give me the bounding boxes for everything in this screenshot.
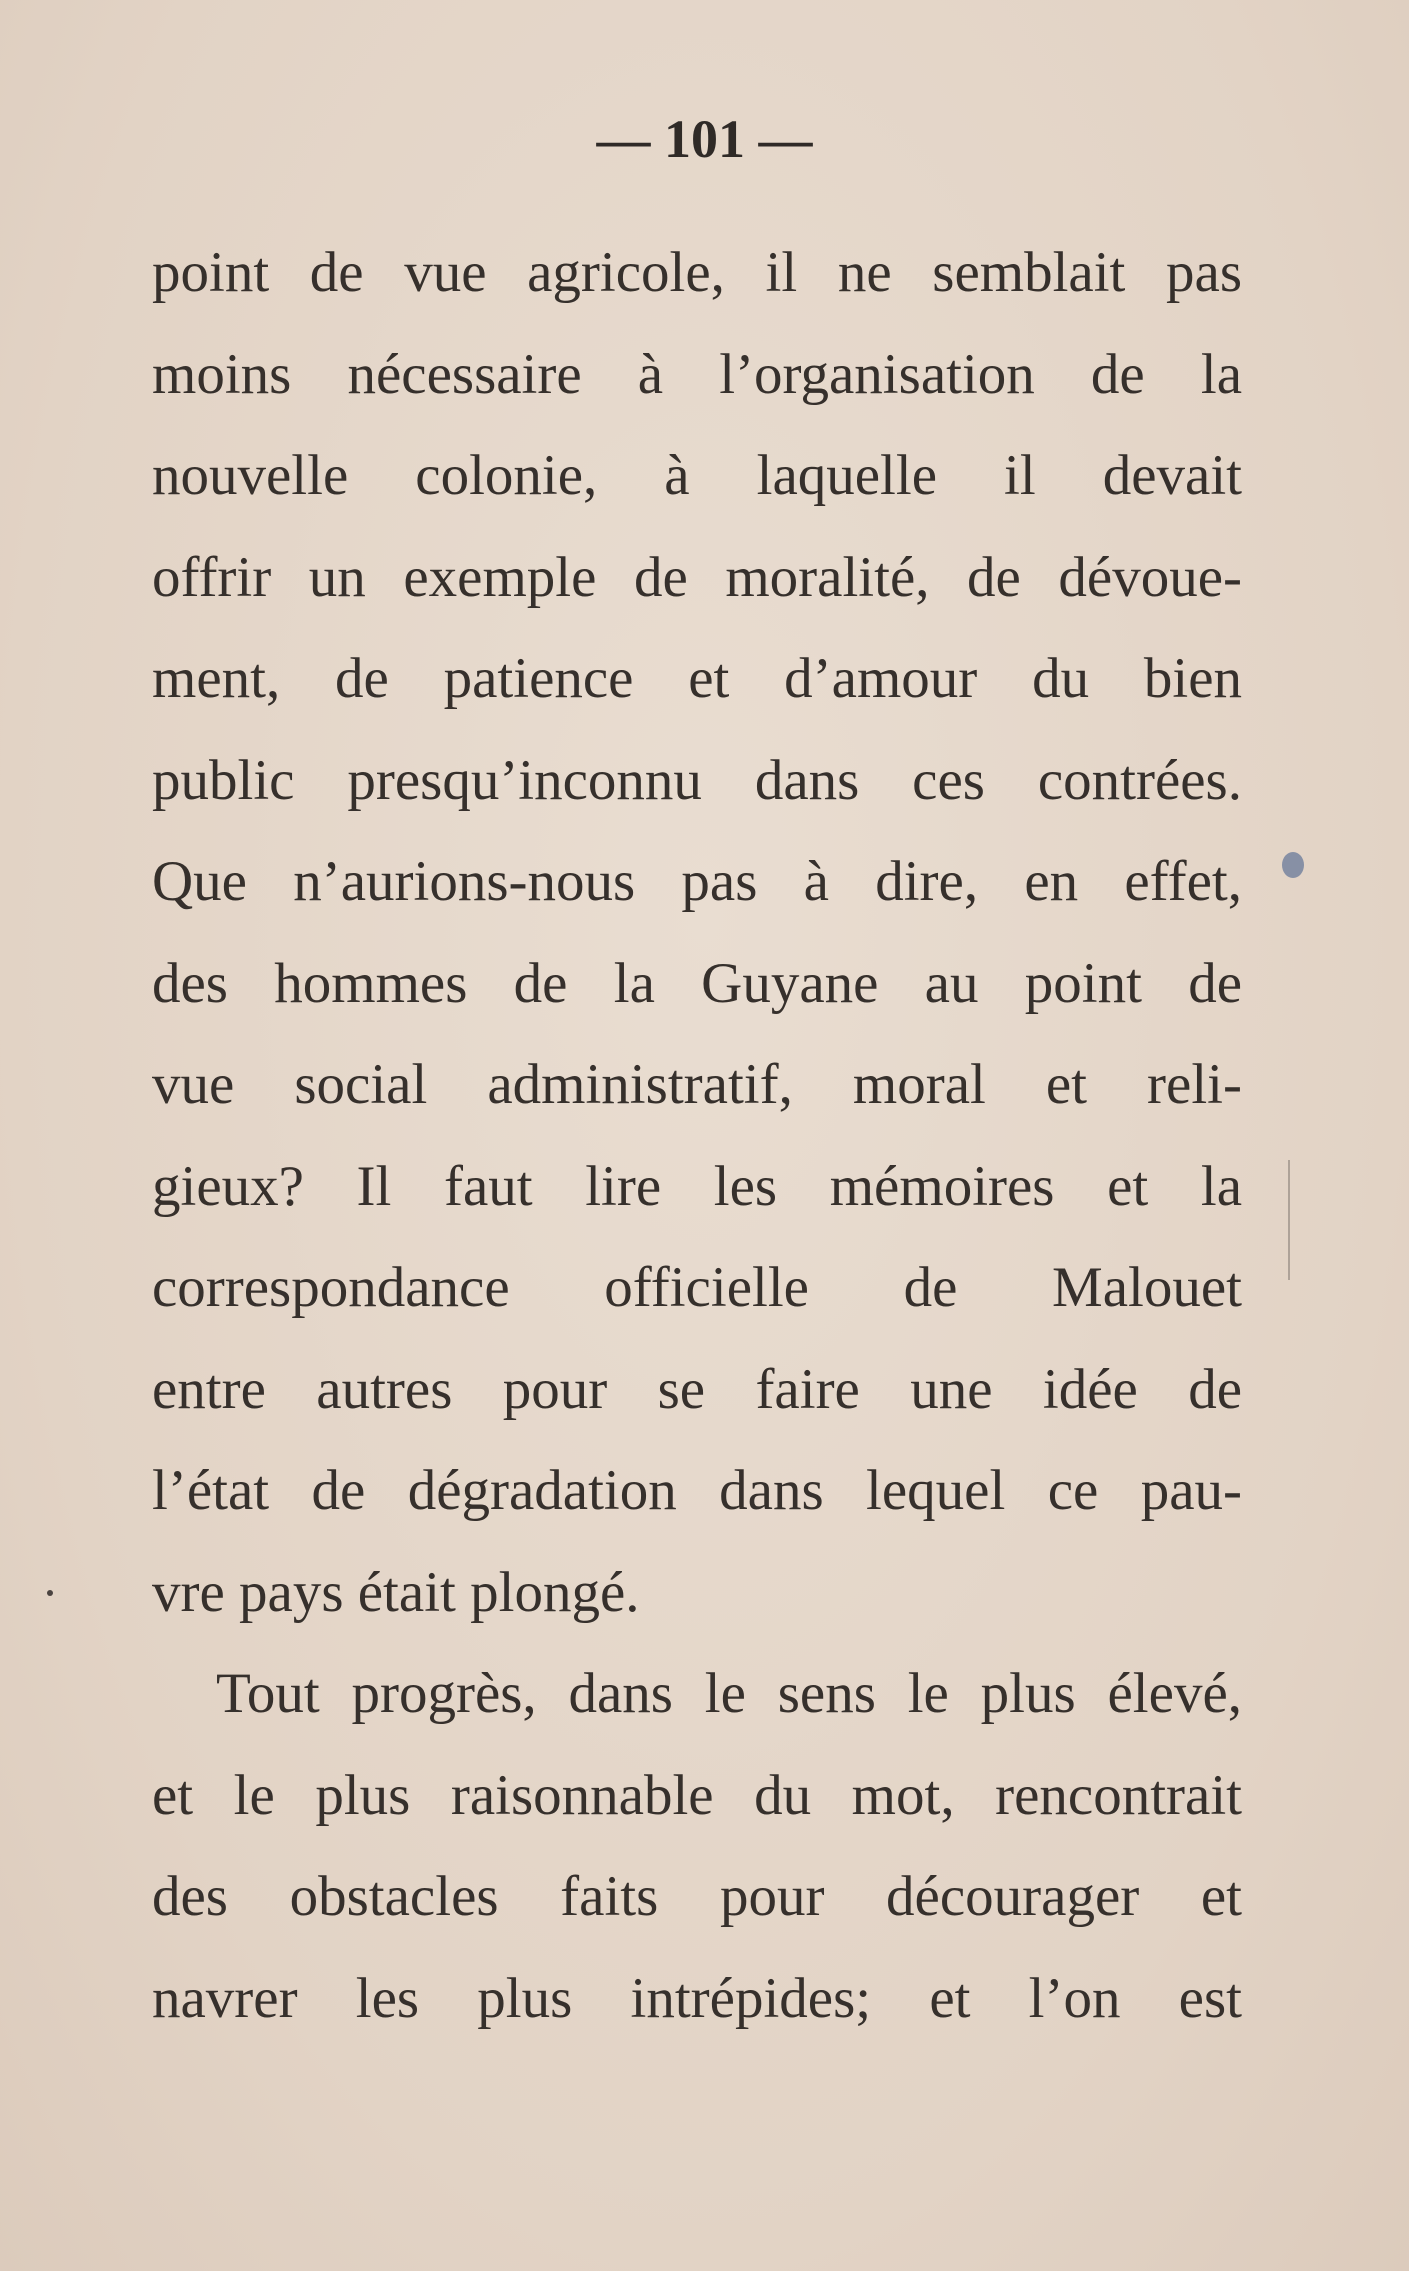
text-line: des obstacles faits pour décourager et [152,1865,1242,1928]
text-line: correspondance officielle de Malouet [152,1256,1242,1319]
text-line: public presqu’inconnu dans ces contrées. [152,748,1242,812]
text-line: entre autres pour se faire une idée de [152,1357,1242,1421]
text-line: et le plus raisonnable du mot, rencontrait [152,1763,1242,1827]
text-line: vre pays était plongé. [152,1560,640,1624]
text-line: point de vue agricole, il ne semblait pas [152,241,1242,304]
margin-dot [47,1590,53,1596]
text-line: Que n’aurions-nous pas à dire, en effet, [152,850,1242,913]
text-line: Tout progrès, dans le sens le plus élevé, [216,1662,1242,1725]
text-line: navrer les plus intrépides; et l’on est [152,1966,1242,2030]
text-line: ment, de patience et d’amour du bien [152,647,1242,710]
text-line: offrir un exemple de moralité, de dévoue- [152,545,1242,609]
ink-blot [1282,852,1304,878]
margin-mark [1288,1160,1290,1280]
text-line: des hommes de la Guyane au point de [152,951,1242,1015]
text-line: vue social administratif, moral et reli- [152,1053,1242,1116]
text-line: gieux? Il faut lire les mémoires et la [152,1154,1242,1218]
text-line: l’état de dégradation dans lequel ce pau- [152,1459,1242,1522]
text-line: moins nécessaire à l’organisation de la [152,342,1242,406]
page-number: — 101 — [596,109,813,169]
body-text [152,222,1242,2049]
text-line: nouvelle colonie, à laquelle il devait [152,444,1242,507]
